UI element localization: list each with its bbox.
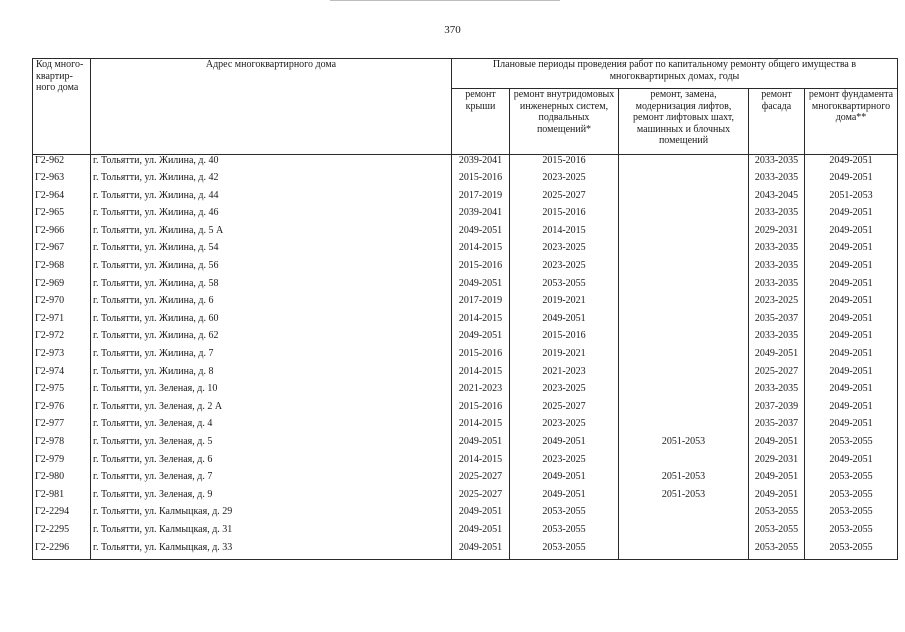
table-row [33,506,898,524]
header-periods: Плановые периоды проведения работ по капитальному ремонту общего имущества в многоквартирных домах, годы [452,59,898,89]
cell-systems: 2015-2016 [510,207,619,225]
cell-foundation: 2049-2051 [805,348,898,366]
cell-facade: 2049-2051 [749,348,805,366]
cell-roof: 2017-2019 [452,295,510,313]
cell-code: Г2-981 [33,489,91,507]
cell-address: г. Тольятти, ул. Жилина, д. 5 А [91,225,452,243]
table-row [33,155,898,173]
table-row [33,542,898,560]
cell-roof: 2014-2015 [452,366,510,384]
cell-roof: 2049-2051 [452,278,510,296]
cell-code: Г2-978 [33,436,91,454]
cell-elevators [619,295,749,313]
cell-roof: 2015-2016 [452,348,510,366]
cell-facade: 2035-2037 [749,418,805,436]
cell-roof: 2049-2051 [452,506,510,524]
cell-elevators [619,313,749,331]
cell-code: Г2-965 [33,207,91,225]
cell-elevators [619,172,749,190]
cell-roof: 2014-2015 [452,454,510,472]
cell-systems: 2053-2055 [510,506,619,524]
cell-systems: 2025-2027 [510,401,619,419]
cell-code: Г2-972 [33,330,91,348]
cell-elevators [619,330,749,348]
table-row [33,330,898,348]
cell-roof: 2017-2019 [452,190,510,208]
cell-roof: 2021-2023 [452,383,510,401]
cell-facade: 2037-2039 [749,401,805,419]
table-row [33,489,898,507]
cell-elevators [619,225,749,243]
cell-foundation: 2049-2051 [805,330,898,348]
cell-facade: 2053-2055 [749,542,805,560]
cell-facade: 2033-2035 [749,383,805,401]
cell-roof: 2015-2016 [452,401,510,419]
cell-elevators [619,524,749,542]
cell-code: Г2-970 [33,295,91,313]
cell-address: г. Тольятти, ул. Зеленая, д. 2 А [91,401,452,419]
cell-systems: 2015-2016 [510,155,619,173]
cell-foundation: 2053-2055 [805,506,898,524]
cell-facade: 2033-2035 [749,207,805,225]
table-row [33,260,898,278]
cell-foundation: 2049-2051 [805,260,898,278]
cell-systems: 2023-2025 [510,418,619,436]
cell-systems: 2053-2055 [510,524,619,542]
cell-address: г. Тольятти, ул. Жилина, д. 40 [91,155,452,173]
header-elevators: ремонт, замена, модернизация лифтов, ремонт лифтовых шахт, машинных и блочных помещений [619,89,749,155]
table-row [33,225,898,243]
cell-elevators [619,366,749,384]
cell-foundation: 2049-2051 [805,454,898,472]
cell-elevators [619,418,749,436]
cell-address: г. Тольятти, ул. Зеленая, д. 4 [91,418,452,436]
table-row [33,172,898,190]
table-row [33,471,898,489]
cell-facade: 2033-2035 [749,260,805,278]
table-row [33,295,898,313]
cell-code: Г2-964 [33,190,91,208]
cell-roof: 2049-2051 [452,330,510,348]
cell-code: Г2-963 [33,172,91,190]
cell-roof: 2014-2015 [452,418,510,436]
header-code: Код много-квартир-ного дома [33,59,91,155]
cell-address: г. Тольятти, ул. Жилина, д. 8 [91,366,452,384]
cell-facade: 2053-2055 [749,524,805,542]
cell-code: Г2-980 [33,471,91,489]
cell-address: г. Тольятти, ул. Жилина, д. 54 [91,242,452,260]
cell-systems: 2023-2025 [510,454,619,472]
cell-facade: 2049-2051 [749,471,805,489]
cell-roof: 2049-2051 [452,524,510,542]
cell-elevators [619,454,749,472]
cell-roof: 2015-2016 [452,260,510,278]
cell-code: Г2-967 [33,242,91,260]
cell-code: Г2-974 [33,366,91,384]
cell-foundation: 2049-2051 [805,366,898,384]
cell-foundation: 2049-2051 [805,295,898,313]
cell-systems: 2049-2051 [510,436,619,454]
cell-facade: 2033-2035 [749,155,805,173]
cell-elevators [619,278,749,296]
cell-roof: 2049-2051 [452,225,510,243]
cell-elevators [619,348,749,366]
cell-address: г. Тольятти, ул. Зеленая, д. 5 [91,436,452,454]
cell-roof: 2049-2051 [452,542,510,560]
header-roof: ремонт крыши [452,89,510,155]
cell-foundation: 2053-2055 [805,489,898,507]
cell-facade: 2025-2027 [749,366,805,384]
cell-systems: 2019-2021 [510,348,619,366]
cell-elevators [619,242,749,260]
cell-address: г. Тольятти, ул. Жилина, д. 42 [91,172,452,190]
table-row [33,418,898,436]
table-row [33,401,898,419]
cell-elevators [619,506,749,524]
cell-facade: 2023-2025 [749,295,805,313]
scan-edge-line [330,0,560,1]
cell-address: г. Тольятти, ул. Зеленая, д. 10 [91,383,452,401]
cell-code: Г2-966 [33,225,91,243]
cell-systems: 2049-2051 [510,471,619,489]
cell-facade: 2033-2035 [749,242,805,260]
cell-systems: 2019-2021 [510,295,619,313]
cell-code: Г2-2294 [33,506,91,524]
cell-systems: 2053-2055 [510,278,619,296]
cell-address: г. Тольятти, ул. Калмыцкая, д. 29 [91,506,452,524]
table-row [33,436,898,454]
cell-facade: 2049-2051 [749,436,805,454]
cell-foundation: 2053-2055 [805,524,898,542]
table-row [33,207,898,225]
cell-foundation: 2051-2053 [805,190,898,208]
cell-facade: 2029-2031 [749,225,805,243]
cell-systems: 2053-2055 [510,542,619,560]
cell-roof: 2015-2016 [452,172,510,190]
table-row [33,278,898,296]
cell-foundation: 2049-2051 [805,242,898,260]
cell-roof: 2014-2015 [452,313,510,331]
cell-code: Г2-977 [33,418,91,436]
table-row [33,313,898,331]
cell-systems: 2025-2027 [510,190,619,208]
cell-systems: 2023-2025 [510,172,619,190]
cell-code: Г2-962 [33,155,91,173]
cell-facade: 2029-2031 [749,454,805,472]
cell-systems: 2014-2015 [510,225,619,243]
cell-foundation: 2049-2051 [805,172,898,190]
cell-code: Г2-2295 [33,524,91,542]
cell-foundation: 2053-2055 [805,436,898,454]
cell-systems: 2023-2025 [510,260,619,278]
cell-code: Г2-968 [33,260,91,278]
cell-systems: 2049-2051 [510,489,619,507]
cell-roof: 2039-2041 [452,207,510,225]
cell-elevators [619,401,749,419]
cell-code: Г2-973 [33,348,91,366]
table-row [33,524,898,542]
table-body [33,155,898,560]
cell-elevators [619,155,749,173]
cell-address: г. Тольятти, ул. Жилина, д. 46 [91,207,452,225]
cell-facade: 2033-2035 [749,330,805,348]
cell-address: г. Тольятти, ул. Жилина, д. 58 [91,278,452,296]
cell-address: г. Тольятти, ул. Зеленая, д. 7 [91,471,452,489]
cell-address: г. Тольятти, ул. Калмыцкая, д. 33 [91,542,452,560]
cell-foundation: 2049-2051 [805,155,898,173]
cell-facade: 2053-2055 [749,506,805,524]
cell-systems: 2021-2023 [510,366,619,384]
cell-address: г. Тольятти, ул. Жилина, д. 62 [91,330,452,348]
cell-elevators [619,542,749,560]
cell-address: г. Тольятти, ул. Жилина, д. 44 [91,190,452,208]
cell-elevators: 2051-2053 [619,489,749,507]
cell-foundation: 2049-2051 [805,225,898,243]
cell-address: г. Тольятти, ул. Жилина, д. 56 [91,260,452,278]
header-address: Адрес многоквартирного дома [91,59,452,155]
table-row [33,454,898,472]
cell-foundation: 2049-2051 [805,313,898,331]
cell-foundation: 2049-2051 [805,207,898,225]
cell-elevators [619,207,749,225]
header-facade: ремонт фасада [749,89,805,155]
cell-address: г. Тольятти, ул. Жилина, д. 7 [91,348,452,366]
cell-code: Г2-979 [33,454,91,472]
cell-systems: 2015-2016 [510,330,619,348]
cell-code: Г2-971 [33,313,91,331]
header-systems: ремонт внутридомовых инженерных систем, подвальных помещений* [510,89,619,155]
cell-roof: 2049-2051 [452,436,510,454]
cell-systems: 2023-2025 [510,383,619,401]
cell-foundation: 2049-2051 [805,401,898,419]
cell-elevators: 2051-2053 [619,471,749,489]
header-foundation: ремонт фундамента многоквартирного дома** [805,89,898,155]
cell-facade: 2049-2051 [749,489,805,507]
cell-address: г. Тольятти, ул. Зеленая, д. 6 [91,454,452,472]
repair-schedule-table [32,58,898,560]
cell-elevators [619,383,749,401]
cell-roof: 2025-2027 [452,489,510,507]
table-row [33,348,898,366]
cell-systems: 2049-2051 [510,313,619,331]
cell-facade: 2033-2035 [749,278,805,296]
cell-foundation: 2049-2051 [805,278,898,296]
cell-facade: 2035-2037 [749,313,805,331]
cell-address: г. Тольятти, ул. Зеленая, д. 9 [91,489,452,507]
page-number: 370 [444,24,461,36]
table-row [33,366,898,384]
table-row [33,383,898,401]
cell-foundation: 2053-2055 [805,471,898,489]
table-row [33,242,898,260]
cell-code: Г2-2296 [33,542,91,560]
cell-systems: 2023-2025 [510,242,619,260]
cell-facade: 2033-2035 [749,172,805,190]
cell-elevators [619,190,749,208]
cell-roof: 2025-2027 [452,471,510,489]
cell-foundation: 2049-2051 [805,383,898,401]
cell-roof: 2039-2041 [452,155,510,173]
cell-roof: 2014-2015 [452,242,510,260]
cell-foundation: 2049-2051 [805,418,898,436]
cell-code: Г2-969 [33,278,91,296]
cell-elevators: 2051-2053 [619,436,749,454]
cell-address: г. Тольятти, ул. Жилина, д. 6 [91,295,452,313]
cell-facade: 2043-2045 [749,190,805,208]
cell-code: Г2-976 [33,401,91,419]
cell-code: Г2-975 [33,383,91,401]
cell-elevators [619,260,749,278]
cell-foundation: 2053-2055 [805,542,898,560]
cell-address: г. Тольятти, ул. Жилина, д. 60 [91,313,452,331]
cell-address: г. Тольятти, ул. Калмыцкая, д. 31 [91,524,452,542]
table-row [33,190,898,208]
